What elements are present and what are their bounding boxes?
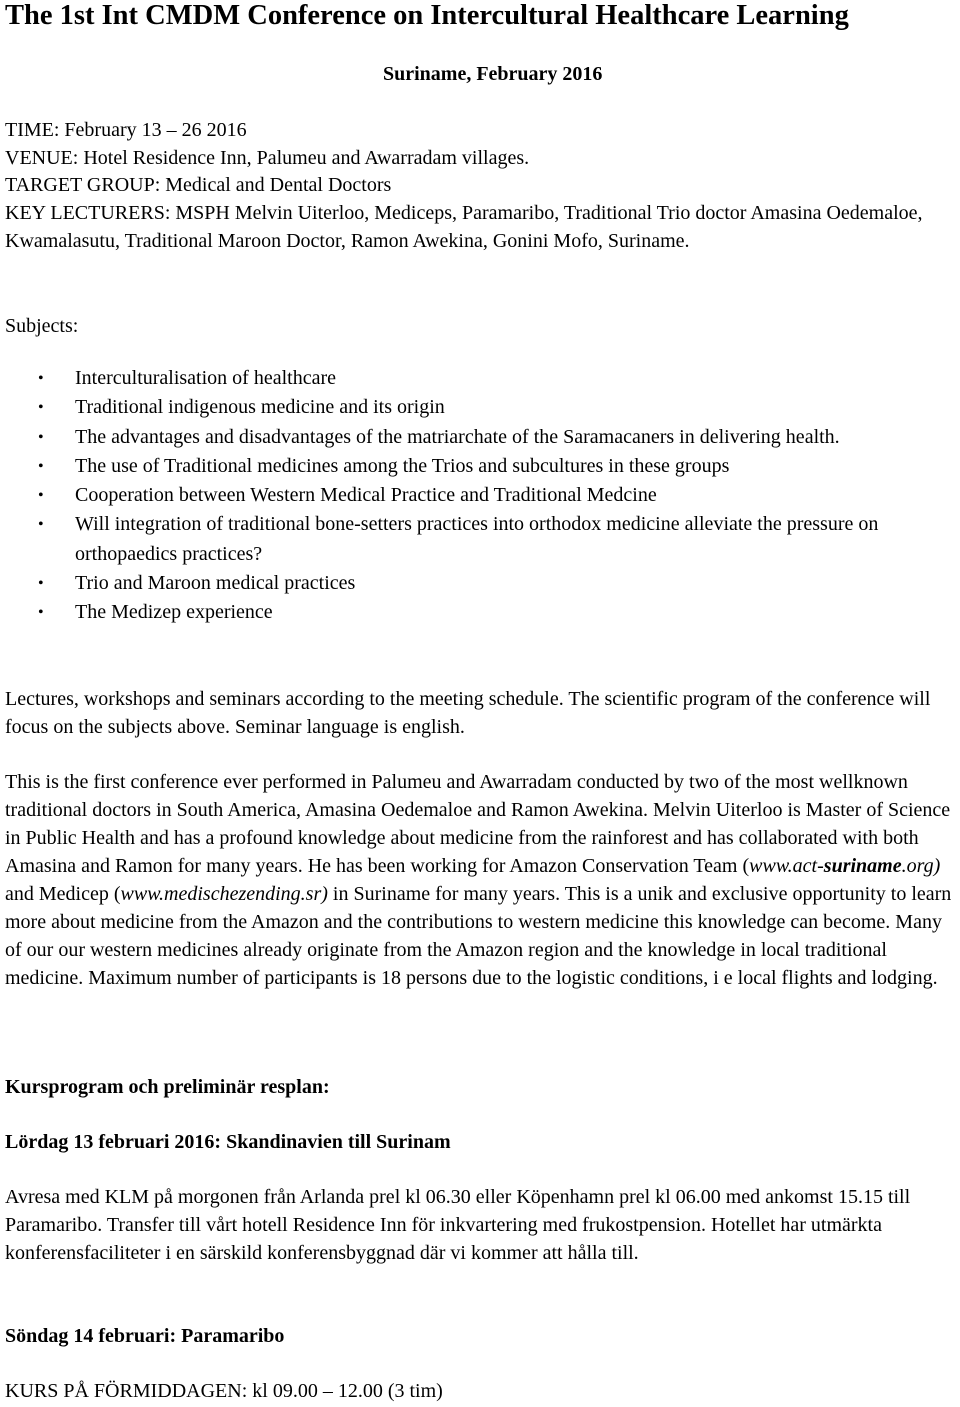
info-key-lecturers: KEY LECTURERS: MSPH Melvin Uiterloo, Mediceps, Paramaribo, Traditional Trio doctor Amasina Oedemaloe, Kwamalasutu, Traditional Maroon Doctor, Ramon Awekina, Gonini Mofo, Suriname. (5, 202, 923, 252)
list-item (0, 393, 960, 422)
list-item (0, 569, 960, 598)
list-item (0, 423, 960, 452)
list-item (0, 598, 960, 627)
bullet-icon: • (38, 575, 44, 593)
subject-text: Interculturalisation of healthcare (75, 367, 336, 389)
about-text-2: and Medicep ( (5, 883, 121, 905)
info-target-group: TARGET GROUP: Medical and Dental Doctors (5, 174, 392, 196)
day2-course-line: KURS PÅ FÖRMIDDAGEN: kl 09.00 – 12.00 (3 tim) (5, 1380, 443, 1402)
page-subtitle: Suriname, February 2016 (383, 63, 603, 85)
subject-text: The use of Traditional medicines among the Trios and subcultures in these groups (75, 454, 730, 477)
program-heading: Kursprogram och preliminär resplan: (5, 1076, 330, 1098)
bullet-icon: • (38, 399, 44, 417)
act-link-prefix: www.act- (749, 855, 824, 877)
list-item (0, 481, 960, 510)
page-title: The 1st Int CMDM Conference on Intercultural Healthcare Learning (5, 0, 849, 31)
subject-text: Cooperation between Western Medical Practice and Traditional Medcine (75, 484, 657, 507)
list-item (0, 364, 960, 393)
info-time: TIME: February 13 – 26 2016 (5, 119, 247, 141)
medicep-link: www.medischezending.sr) (120, 883, 328, 905)
subject-text: The Medizep experience (75, 601, 273, 624)
subjects-label: Subjects: (5, 315, 79, 337)
bullet-icon: • (38, 370, 44, 387)
info-venue: VENUE: Hotel Residence Inn, Palumeu and Awarradam villages. (5, 147, 530, 169)
subject-text: The advantages and disadvantages of the matriarchate of the Saramacaners in delivering health. (75, 425, 840, 448)
subjects-list (0, 364, 960, 628)
about-paragraph (5, 768, 960, 992)
bullet-icon: • (38, 604, 44, 622)
act-link-suffix: .org) (901, 855, 941, 877)
bullet-icon: • (38, 516, 44, 534)
about-text-1: This is the first conference ever performed in Palumeu and Awarradam conducted by two of the most wellknown traditional doctors in South America, Amasina Oedemaloe and Ramon Awekina. Melvin Uiterloo is Master of Science in Public Health and has a profound knowledge about medicine from the rainforest and has collaborated with both Amasina and Ramon for many years. He has been working for Amazon Conservation Team ( (5, 771, 951, 877)
day1-heading: Lördag 13 februari 2016: Skandinavien till Surinam (5, 1131, 451, 1153)
day1-paragraph: Avresa med KLM på morgonen från Arlanda prel kl 06.30 eller Köpenhamn prel kl 06.00 med ankomst 15.15 till Paramaribo. Transfer till vårt hotell Residence Inn för inkvartering med frukostpension. Hotellet har utmärkta konferensfaciliteter i en särskild konferensbyggnad där vi kommer att hålla till. (5, 1186, 911, 1264)
lectures-paragraph: Lectures, workshops and seminars according to the meeting schedule. The scientific program of the conference will focus on the subjects above. Seminar language is english. (5, 688, 931, 738)
act-link-domain: suriname (823, 855, 902, 877)
about-text-3: in Suriname for many years. This is a unik and exclusive opportunity to learn more about medicine from the Amazon and the contributions to western medicine this knowledge can become. Many of our our western medicines already originate from the Amazon region and the knowledge in local traditional medicine. Maximum number of participants is 18 persons due to the logistic conditions, i e local flights and lodging. (5, 883, 952, 989)
bullet-icon: • (38, 457, 44, 475)
day2-heading: Söndag 14 februari: Paramaribo (5, 1325, 285, 1347)
subject-text: Traditional indigenous medicine and its origin (75, 396, 445, 419)
bullet-icon: • (38, 428, 44, 446)
list-item (0, 510, 960, 569)
subject-text: Will integration of traditional bone-setters practices into orthodox medicine alleviate the pressure on orthopaedics practices? (75, 513, 879, 565)
subject-text: Trio and Maroon medical practices (75, 572, 356, 595)
bullet-icon: • (38, 487, 44, 505)
list-item (0, 452, 960, 481)
